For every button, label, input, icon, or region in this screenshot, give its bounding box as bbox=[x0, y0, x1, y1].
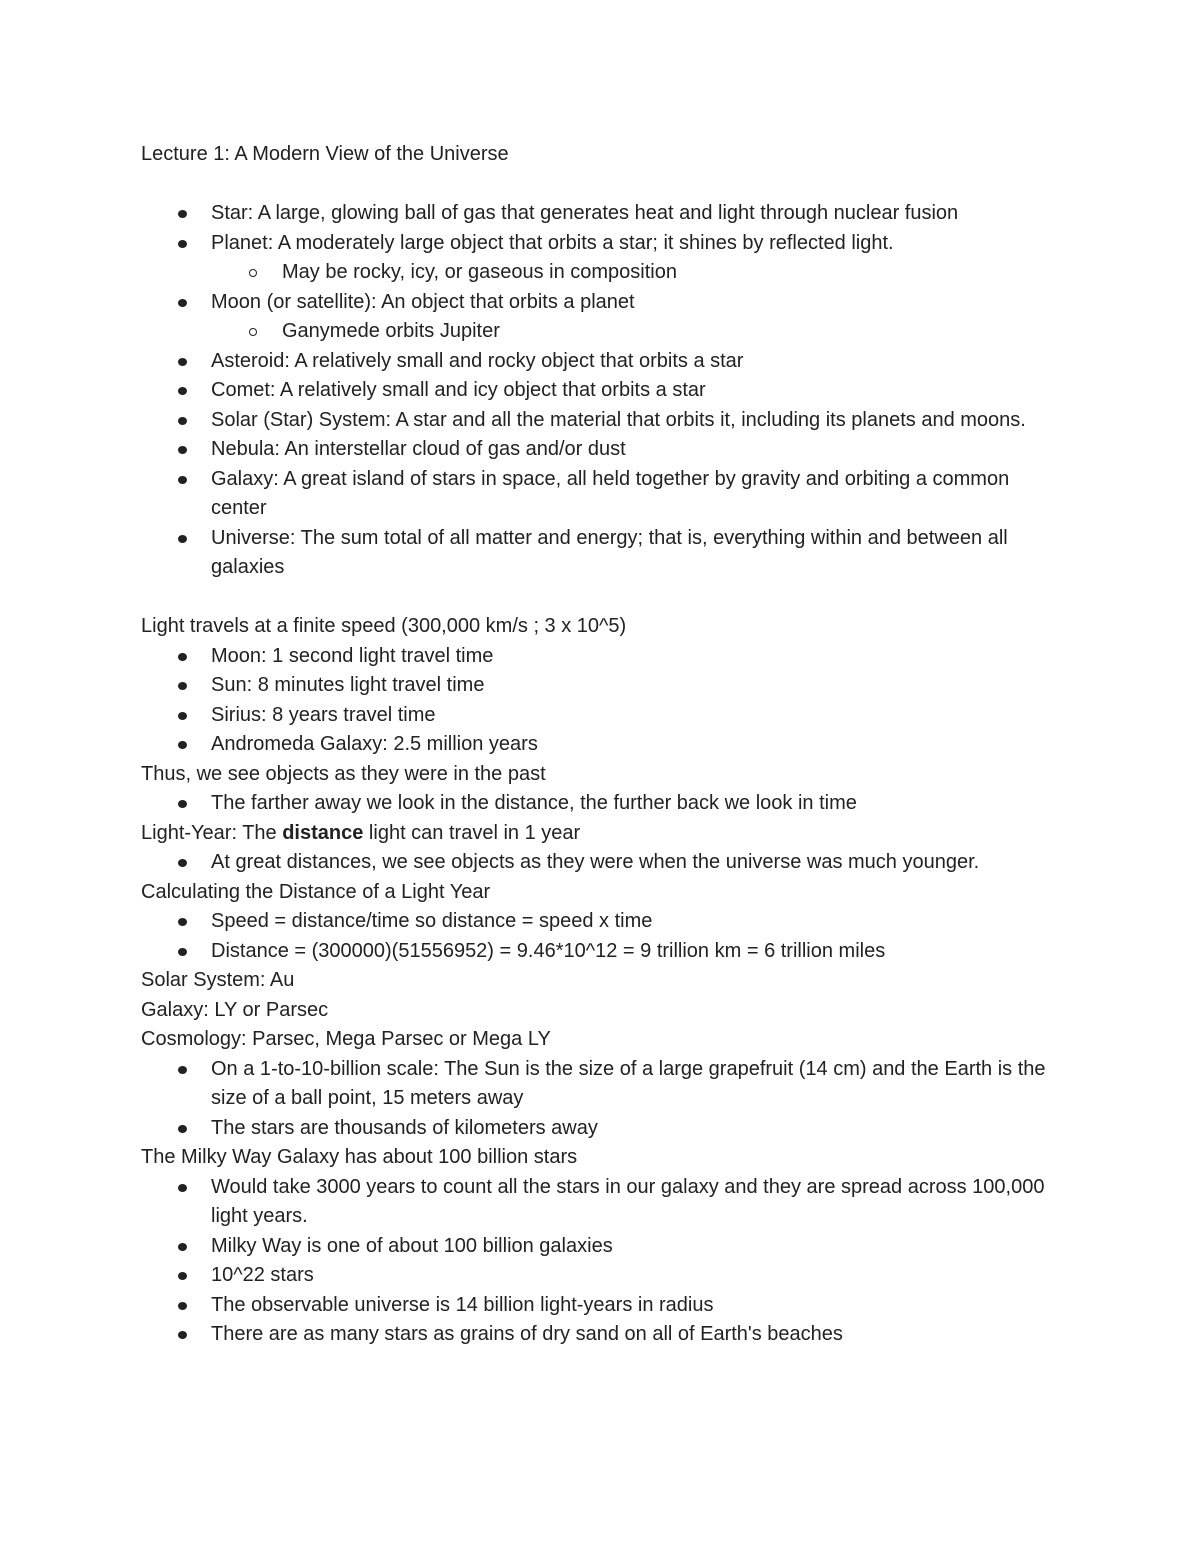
bullet-icon bbox=[178, 1125, 187, 1133]
bullet-icon bbox=[178, 948, 187, 956]
hollow-bullet-icon bbox=[249, 328, 257, 336]
bullet-icon bbox=[178, 1184, 187, 1192]
section-heading: Light travels at a finite speed (300,000 km/s ; 3 x 10^5) bbox=[141, 615, 627, 637]
units-line: Cosmology: Parsec, Mega Parsec or Mega LY bbox=[141, 1028, 551, 1050]
list-item: Solar (Star) System: A star and all the material that orbits it, including its planets and moons. bbox=[141, 406, 1061, 436]
bullet-icon bbox=[178, 918, 187, 926]
units-line: Solar System: Au bbox=[141, 969, 295, 991]
list-item: Comet: A relatively small and icy object that orbits a star bbox=[141, 376, 1061, 406]
list-item: Moon (or satellite): An object that orbits a planet Ganymede orbits Jupiter bbox=[141, 288, 1061, 347]
bullet-icon bbox=[178, 653, 187, 661]
bullet-icon bbox=[178, 1302, 187, 1310]
bullet-icon bbox=[178, 476, 187, 484]
scale-list bbox=[141, 1055, 1081, 1144]
list-item: Planet: A moderately large object that orbits a star; it shines by reflected light. May be rocky, icy, or gaseous in composition bbox=[141, 229, 1061, 288]
light-year-heading: Light-Year: The distance light can travel in 1 year bbox=[141, 821, 581, 844]
hollow-bullet-icon bbox=[249, 269, 257, 277]
list-item: Sun: 8 minutes light travel time bbox=[141, 671, 1061, 701]
light-year-list bbox=[141, 848, 1081, 878]
spacer bbox=[141, 170, 1081, 200]
list-item: Galaxy: A great island of stars in space, all held together by gravity and orbiting a common center bbox=[141, 465, 1061, 524]
document-page bbox=[141, 140, 1081, 1350]
bullet-icon bbox=[178, 387, 187, 395]
list-item: The observable universe is 14 billion light-years in radius bbox=[141, 1291, 1061, 1321]
list-item: Star: A large, glowing ball of gas that generates heat and light through nuclear fusion bbox=[141, 199, 1061, 229]
units-line: Galaxy: LY or Parsec bbox=[141, 998, 329, 1021]
definitions-list bbox=[141, 199, 1081, 583]
bullet-icon bbox=[178, 859, 187, 867]
list-item: The farther away we look in the distance, the further back we look in time bbox=[141, 789, 1061, 819]
list-item: Andromeda Galaxy: 2.5 million years bbox=[141, 730, 1061, 760]
bullet-icon bbox=[178, 1243, 187, 1251]
section-heading: Calculating the Distance of a Light Year bbox=[141, 880, 491, 903]
bullet-icon bbox=[178, 1272, 187, 1280]
section-heading: The Milky Way Galaxy has about 100 billion stars bbox=[141, 1146, 578, 1168]
list-item: Speed = distance/time so distance = speed x time bbox=[141, 907, 1061, 937]
section-heading: Thus, we see objects as they were in the past bbox=[141, 762, 546, 785]
list-item: At great distances, we see objects as they were when the universe was much younger. bbox=[141, 848, 1061, 878]
list-item: Nebula: An interstellar cloud of gas and/or dust bbox=[141, 435, 1061, 465]
bullet-icon bbox=[178, 417, 187, 425]
list-item: 10^22 stars bbox=[141, 1261, 1061, 1291]
light-speed-list bbox=[141, 642, 1081, 760]
bullet-icon bbox=[178, 1331, 187, 1339]
bullet-icon bbox=[178, 358, 187, 366]
spacer bbox=[141, 583, 1081, 613]
list-item: Moon: 1 second light travel time bbox=[141, 642, 1061, 672]
sub-list-item: Ganymede orbits Jupiter bbox=[211, 317, 1061, 347]
milky-way-list bbox=[141, 1173, 1081, 1350]
list-item: Asteroid: A relatively small and rocky object that orbits a star bbox=[141, 347, 1061, 377]
list-item: Universe: The sum total of all matter and energy; that is, everything within and between all galaxies bbox=[141, 524, 1061, 583]
bullet-icon bbox=[178, 299, 187, 307]
list-item: Distance = (300000)(51556952) = 9.46*10^12 = 9 trillion km = 6 trillion miles bbox=[141, 937, 1061, 967]
bullet-icon bbox=[178, 446, 187, 454]
past-list bbox=[141, 789, 1081, 819]
bullet-icon bbox=[178, 682, 187, 690]
list-item: Milky Way is one of about 100 billion galaxies bbox=[141, 1232, 1061, 1262]
list-item: Sirius: 8 years travel time bbox=[141, 701, 1061, 731]
sub-list bbox=[211, 317, 1061, 347]
calculating-list bbox=[141, 907, 1081, 966]
bold-term: distance bbox=[282, 821, 364, 844]
sub-list bbox=[211, 258, 1061, 288]
bullet-icon bbox=[178, 535, 187, 543]
page-title: Lecture 1: A Modern View of the Universe bbox=[141, 143, 509, 165]
list-item: On a 1-to-10-billion scale: The Sun is the size of a large grapefruit (14 cm) and the Earth is the size of a ball point, 15 meters away bbox=[141, 1055, 1061, 1114]
bullet-icon bbox=[178, 210, 187, 218]
bullet-icon bbox=[178, 800, 187, 808]
sub-list-item: May be rocky, icy, or gaseous in composition bbox=[211, 258, 1061, 288]
list-item: The stars are thousands of kilometers away bbox=[141, 1114, 1061, 1144]
bullet-icon bbox=[178, 741, 187, 749]
bullet-icon bbox=[178, 1066, 187, 1074]
bullet-icon bbox=[178, 712, 187, 720]
list-item: Would take 3000 years to count all the stars in our galaxy and they are spread across 100,000 light years. bbox=[141, 1173, 1061, 1232]
list-item: There are as many stars as grains of dry sand on all of Earth's beaches bbox=[141, 1320, 1061, 1350]
bullet-icon bbox=[178, 240, 187, 248]
